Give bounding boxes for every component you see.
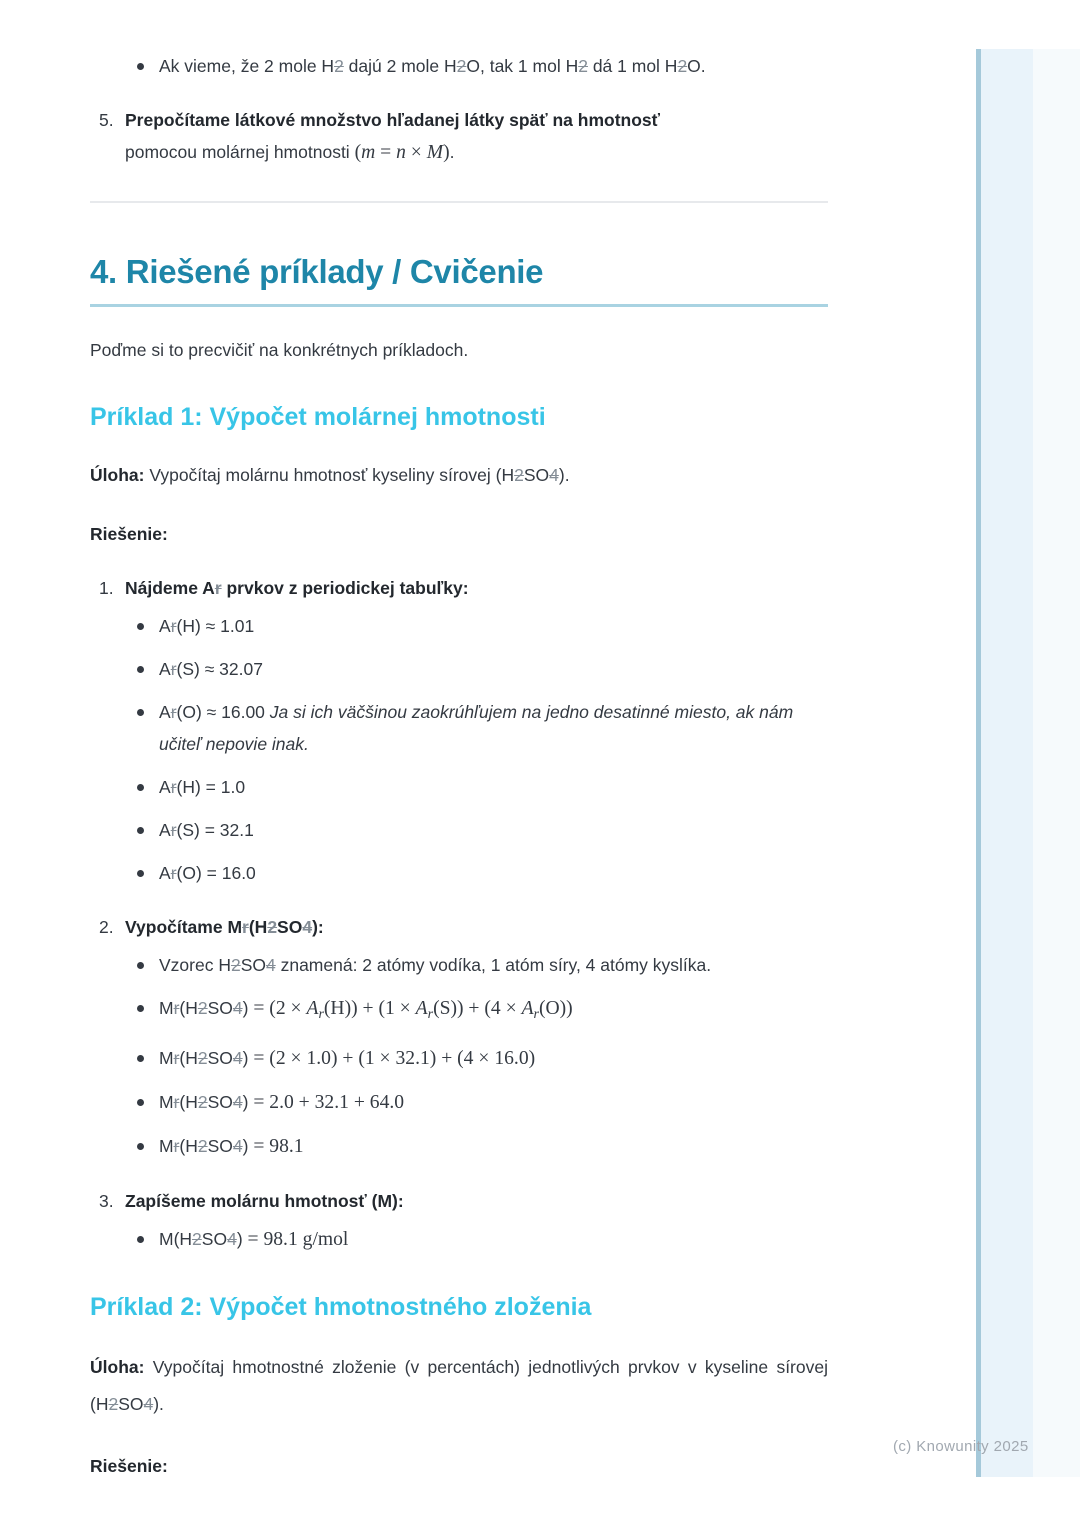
example-2-solution-label-text: Riešenie:: [90, 1456, 168, 1476]
ar-s-rounded-text: Ar(S) = 32.1: [159, 820, 254, 840]
ar-s-approx: [90, 653, 828, 685]
ar-o-rounded-text: Ar(O) = 16.0: [159, 863, 256, 883]
bullet-mole-conclusion-text: Ak vieme, že 2 mole H2 dajú 2 mole H2O, tak 1 mol H2 dá 1 mol H2O.: [159, 56, 706, 76]
example-1-heading: [90, 402, 828, 432]
mr-equation-symbolic-text: $Mr(H2SO4) = (2 \times A_r(H)) + (1 \times A_r(S)) + (4 \times A_r(O))$: [159, 998, 573, 1022]
practice-intro: [90, 334, 828, 366]
example-1-heading-text: Príklad 1: Výpočet molárnej hmotnosti: [90, 403, 546, 431]
step-1-find-ar: [90, 572, 828, 604]
formula-meaning: [90, 949, 828, 981]
step-3-write-molar-mass: [90, 1185, 828, 1217]
ar-o-rounded: [90, 857, 828, 889]
molar-mass-result: [90, 1223, 828, 1256]
step-2-compute-mr: [90, 911, 828, 943]
step-3-write-molar-mass-text: Zapíšeme molárnu hmotnosť (M):: [125, 1191, 404, 1211]
ar-h-approx-text: Ar(H) ≈ 1.01: [159, 616, 255, 636]
step-2-compute-mr-text: Vypočítame Mr(H2SO4):: [125, 917, 324, 937]
practice-intro-text: Poďme si to precvičiť na konkrétnych príkladoch.: [90, 340, 469, 360]
example-1-task: [90, 459, 828, 491]
example-1-solution-label: [90, 518, 828, 550]
document-content: [90, 0, 828, 1482]
ar-s-approx-text: Ar(S) ≈ 32.07: [159, 659, 263, 679]
list-number: 3.: [99, 1191, 114, 1211]
bullet-marker: [137, 1005, 144, 1012]
ar-h-rounded-text: Ar(H) = 1.0: [159, 777, 246, 797]
section-divider: [90, 201, 828, 203]
right-stripe-faint: [1033, 49, 1080, 1477]
section-4-heading: [90, 251, 828, 307]
bullet-marker: [137, 666, 144, 673]
right-stripe: [976, 49, 1033, 1477]
mr-result: [90, 1130, 828, 1163]
molar-mass-result-text: M(H2SO4) = 98.1 g/mol: [159, 1229, 349, 1250]
ar-o-approx-note-text: Ar(O) ≈ 16.00 Ja si ich väčšinou zaokrúhľujem na jedno desatinné miesto, ak nám učiteľ nepovie inak.: [159, 702, 794, 754]
example-2-solution-label: [90, 1450, 828, 1482]
example-1-solution-label-text: Riešenie:: [90, 524, 168, 544]
formula-meaning-text: Vzorec H2SO4 znamená: 2 atómy vodíka, 1 atóm síry, 4 atómy kyslíka.: [159, 955, 712, 975]
section-4-heading-text: 4. Riešené príklady / Cvičenie: [90, 253, 544, 290]
bullet-marker: [137, 1143, 144, 1150]
example-2-task-text: Úloha: Vypočítaj hmotnostné zloženie (v percentách) jednotlivých prvkov v kyseline sírovej (H2SO4).: [90, 1357, 828, 1414]
bullet-marker: [137, 1236, 144, 1243]
bullet-marker: [137, 827, 144, 834]
list-number: 1.: [99, 578, 114, 598]
mr-equation-values: [90, 1042, 828, 1075]
example-2-heading: [90, 1292, 828, 1322]
example-1-task-text: Úloha: Vypočítaj molárnu hmotnosť kyseliny sírovej (H2SO4).: [90, 465, 570, 485]
bullet-marker: [137, 623, 144, 630]
ar-s-rounded: [90, 814, 828, 846]
bullet-mole-conclusion: [90, 50, 828, 82]
example-2-heading-text: Príklad 2: Výpočet hmotnostného zloženia: [90, 1293, 592, 1321]
step-5-convert-to-mass-text: Prepočítame látkové množstvo hľadanej látky späť na hmotnosť pomocou molárnej hmotnosti (m = n × M).: [125, 110, 661, 163]
mr-equation-sum: [90, 1086, 828, 1119]
example-2-task: [90, 1349, 828, 1423]
copyright-watermark: (c) Knowunity 2025: [893, 1438, 1029, 1455]
ar-h-rounded: [90, 771, 828, 803]
bullet-marker: [137, 63, 144, 70]
bullet-marker: [137, 1055, 144, 1062]
mr-result-text: Mr(H2SO4) = 98.1: [159, 1136, 304, 1157]
bullet-marker: [137, 870, 144, 877]
list-number: 5.: [99, 110, 114, 130]
bullet-marker: [137, 709, 144, 716]
ar-o-approx-note: [90, 696, 828, 760]
step-1-find-ar-text: Nájdeme Ar prvkov z periodickej tabuľky:: [125, 578, 469, 598]
bullet-marker: [137, 1099, 144, 1106]
mr-equation-sum-text: Mr(H2SO4) = 2.0 + 32.1 + 64.0: [159, 1092, 405, 1113]
ar-h-approx: [90, 610, 828, 642]
list-number: 2.: [99, 917, 114, 937]
step-5-convert-to-mass: [90, 104, 828, 169]
mr-equation-values-text: Mr(H2SO4) = (2 × 1.0) + (1 × 32.1) + (4 × 16.0): [159, 1048, 536, 1069]
bullet-marker: [137, 784, 144, 791]
mr-equation-symbolic: [90, 992, 828, 1031]
bullet-marker: [137, 962, 144, 969]
